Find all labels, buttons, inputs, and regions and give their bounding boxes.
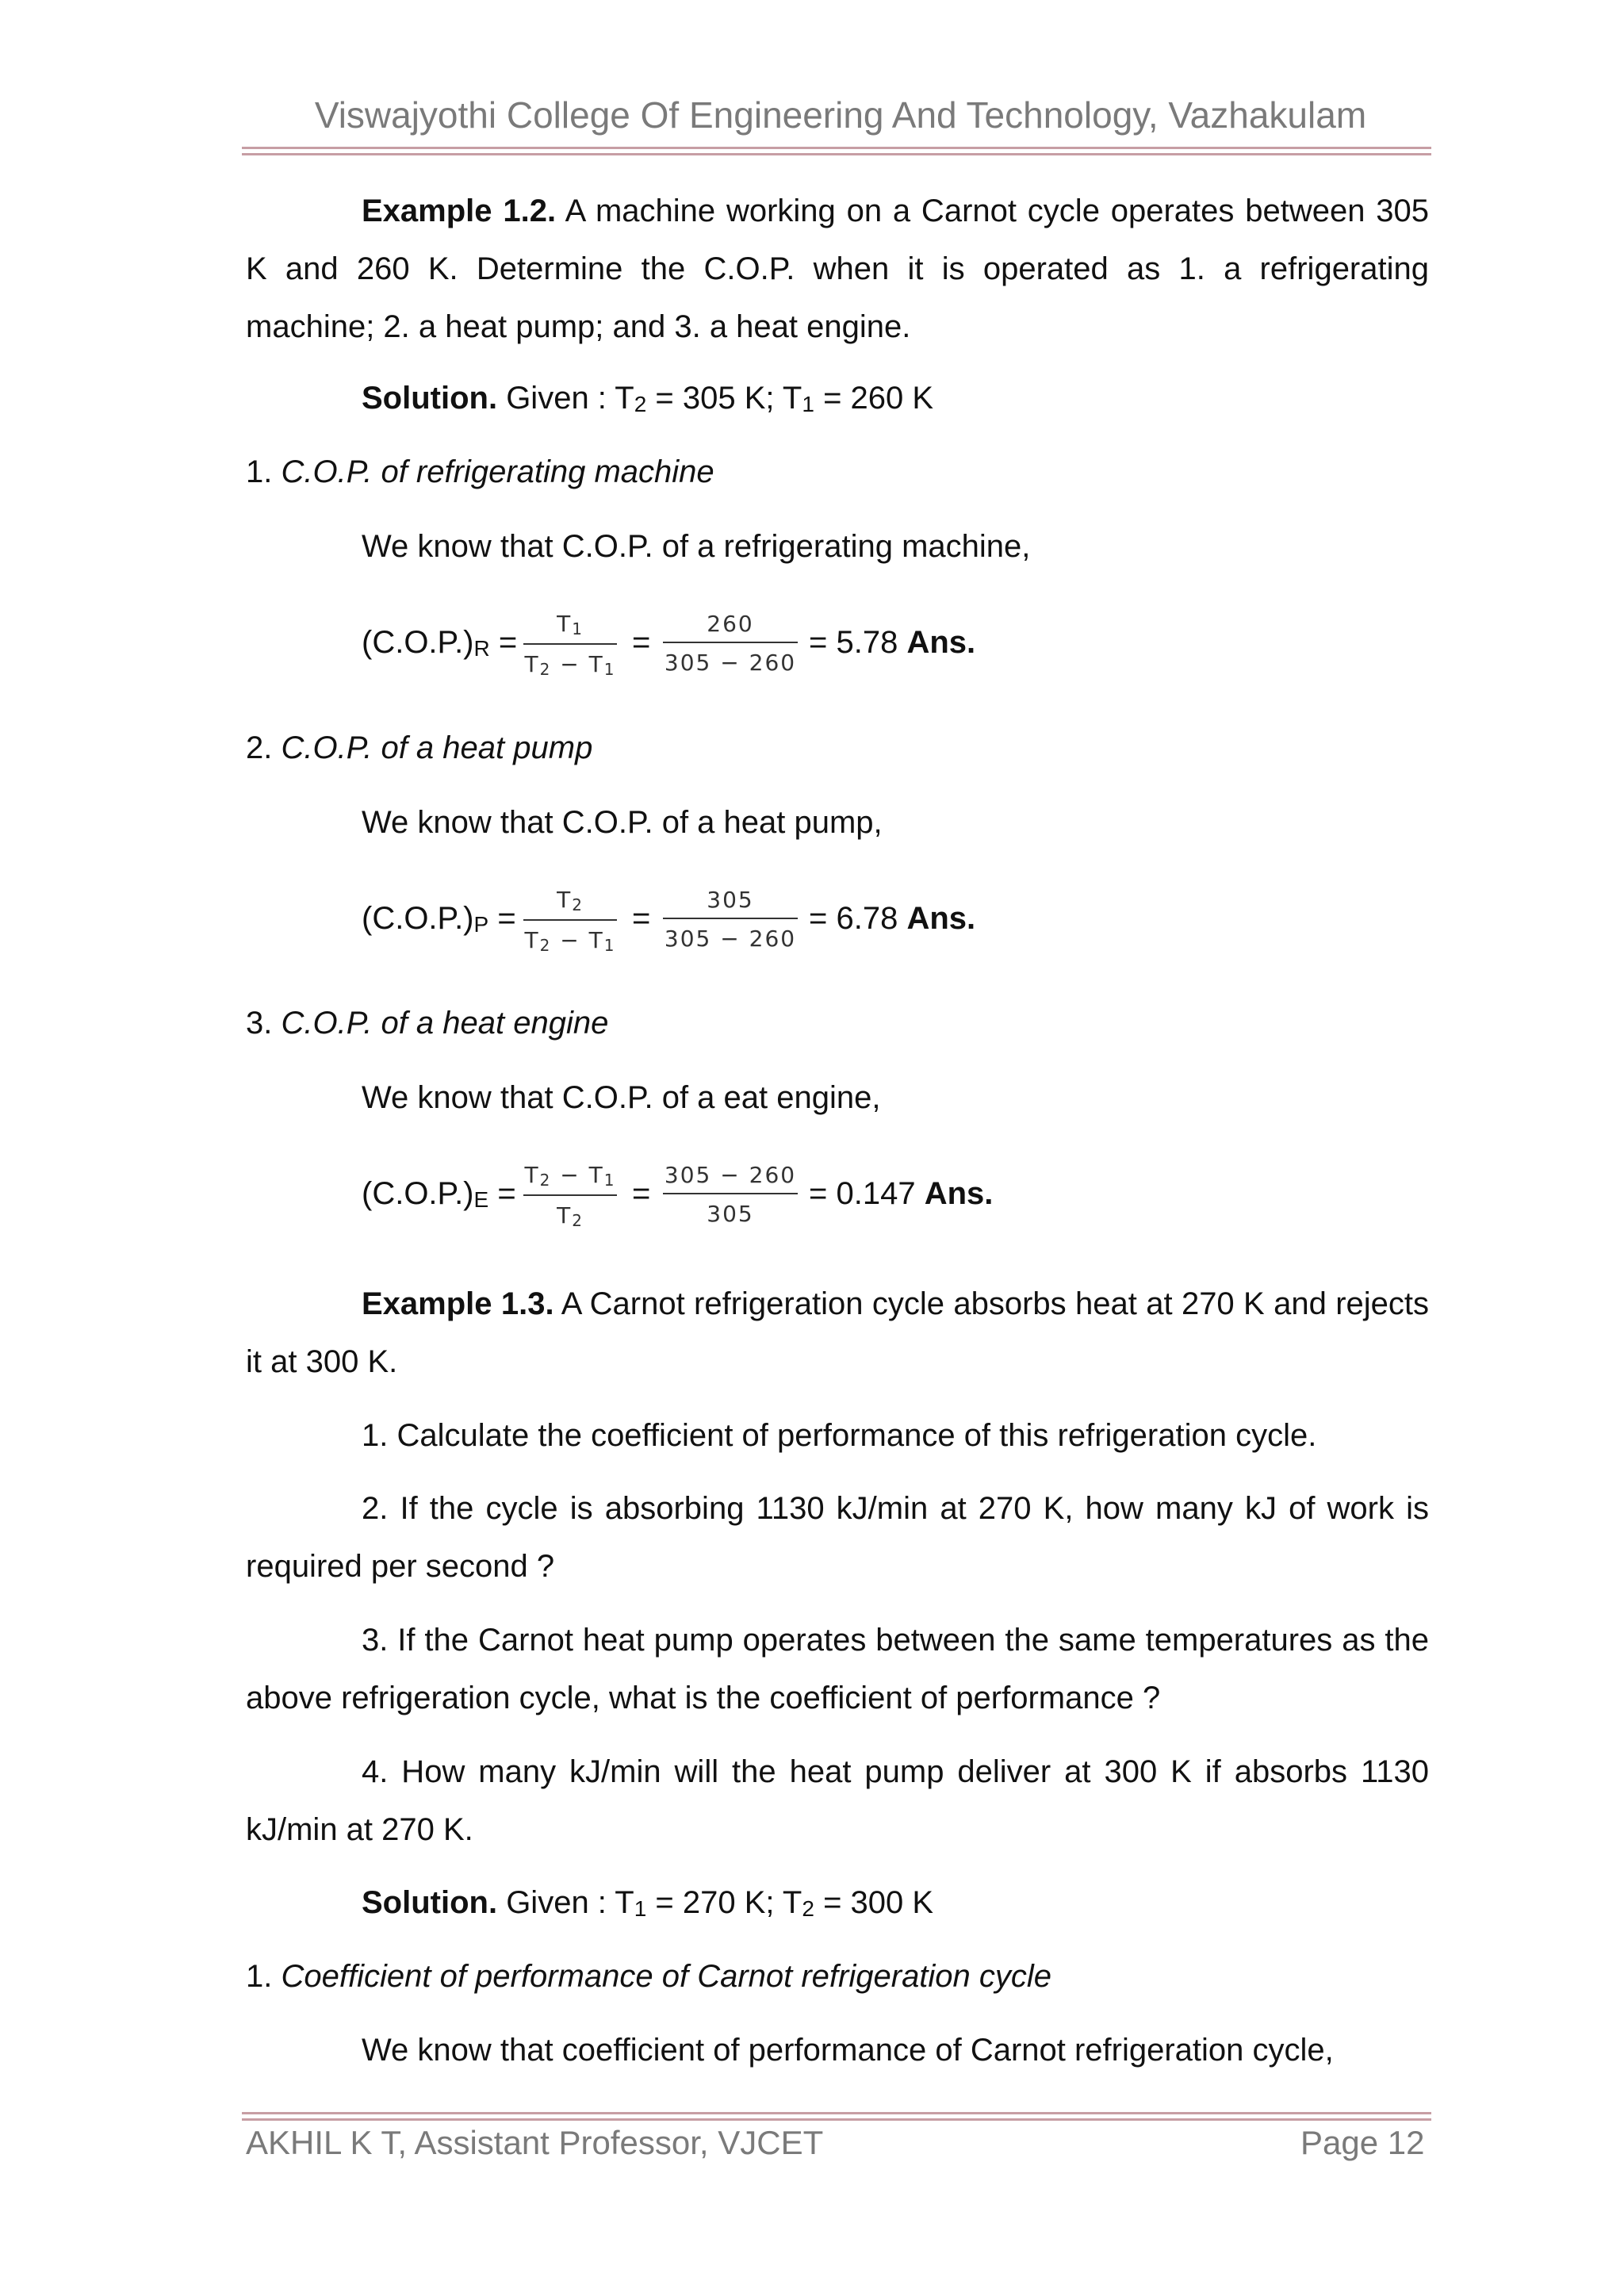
- equals-sign: =: [498, 625, 518, 660]
- given-sub: 2: [634, 392, 647, 416]
- fraction-numerator-symbol: T: [524, 1162, 540, 1188]
- footer-author: AKHIL K T, Assistant Professor, VJCET: [246, 2124, 824, 2161]
- fraction-numerator: 305 − 260: [664, 1162, 797, 1188]
- part-number: 1.: [246, 1959, 282, 1994]
- fraction-numerator-sub: 1: [572, 619, 584, 638]
- example-1-3-question-2: 2. If the cycle is absorbing 1130 kJ/min at 270 K, how many kJ of work is required per second ?: [246, 1491, 1429, 1584]
- fraction-denominator: [557, 1196, 584, 1230]
- fraction-numerator-minus: − T: [551, 1162, 604, 1188]
- part-title: C.O.P. of a heat engine: [281, 1006, 609, 1041]
- example-1-3-solution-given: [362, 1885, 933, 1922]
- given-text: Given : T: [497, 1885, 634, 1920]
- part-2-heading: [246, 730, 592, 766]
- fraction-numerator-sub: 2: [572, 895, 584, 914]
- lhs-sub: E: [473, 1187, 489, 1212]
- given-text: = 260 K: [814, 381, 934, 416]
- example-1-3-text: A Carnot refrigeration cycle absorbs heat at 270 K and rejects it at 300 K.: [246, 1286, 1429, 1379]
- fraction-numerator: [557, 887, 584, 919]
- part-1-intro: We know that C.O.P. of a refrigerating machine,: [362, 529, 1031, 564]
- example-1-3-label: Example 1.3.: [362, 1286, 554, 1321]
- fraction-denominator-sub: 1: [603, 660, 616, 679]
- solution-label: Solution.: [362, 1885, 498, 1920]
- lhs-text: (C.O.P.): [362, 1176, 474, 1211]
- fraction-denominator: 305: [707, 1201, 754, 1227]
- cop-e-numeric-fraction: [663, 1162, 798, 1227]
- equals-sign: =: [497, 1176, 516, 1211]
- part-number: 1.: [246, 454, 282, 489]
- example-1-3-statement: [246, 1275, 1429, 1391]
- lhs-sub: P: [473, 912, 489, 937]
- footer-rule: [242, 2112, 1431, 2121]
- part-3-heading: [246, 1006, 608, 1041]
- equals-sign: =: [632, 901, 651, 936]
- fraction-denominator-symbol: T: [524, 927, 540, 953]
- example-1-2-label: Example 1.2.: [362, 194, 557, 228]
- fraction-numerator: [525, 1162, 616, 1194]
- part-2-intro: We know that C.O.P. of a heat pump,: [362, 805, 883, 840]
- part-title: C.O.P. of a heat pump: [281, 730, 593, 765]
- header-rule: [242, 147, 1431, 155]
- given-sub: 1: [634, 1896, 647, 1921]
- fraction-numerator-sub: 2: [539, 1171, 552, 1190]
- lhs-text: (C.O.P.): [362, 901, 474, 936]
- example-1-2-solution-given: [362, 381, 933, 417]
- example-1-3-question-1: 1. Calculate the coefficient of performance of this refrigeration cycle.: [362, 1418, 1317, 1453]
- fraction-denominator: [525, 645, 616, 679]
- fraction-numerator-symbol: T: [557, 611, 573, 637]
- ans-label: Ans.: [906, 625, 976, 660]
- given-text: = 270 K; T: [646, 1885, 802, 1920]
- result-value: = 6.78: [809, 901, 907, 936]
- cop-p-lhs: [362, 901, 516, 937]
- part-number: 2.: [246, 730, 282, 765]
- given-text: = 300 K: [814, 1885, 934, 1920]
- example-1-2-text: A machine working on a Carnot cycle operates between 305 K and 260 K. Determine the C.O.P. when it is operated as 1. a refrigerating machine; 2. a heat pump; and 3. a heat engine.: [246, 194, 1429, 344]
- fraction-numerator: 260: [707, 611, 754, 637]
- cop-p-numeric-fraction: [663, 887, 798, 952]
- example-1-3-question-3: 3. If the Carnot heat pump operates between the same temperatures as the above refrigeration cycle, what is the coefficient of performance ?: [246, 1623, 1429, 1715]
- fraction-denominator: 305 − 260: [664, 650, 797, 676]
- cop-r-result: [809, 625, 975, 661]
- equals-sign: =: [497, 901, 516, 936]
- part-3-intro: We know that C.O.P. of a eat engine,: [362, 1080, 881, 1115]
- cop-p-result: [809, 901, 975, 937]
- page-header: Viswajyothi College Of Engineering And Technology, Vazhakulam: [314, 94, 1367, 136]
- given-text: Given : T: [497, 381, 634, 416]
- fraction-denominator-sub: 2: [539, 660, 552, 679]
- cop-e-lhs: [362, 1176, 516, 1213]
- cop-r-symbolic-fraction: [523, 611, 617, 679]
- given-sub: 2: [802, 1896, 814, 1921]
- equals-sign: =: [632, 625, 651, 660]
- fraction-denominator: 305 − 260: [664, 926, 797, 952]
- page-number: Page 12: [1300, 2124, 1425, 2161]
- result-value: = 5.78: [809, 625, 907, 660]
- fraction-numerator: [557, 611, 584, 643]
- given-sub: 1: [802, 392, 814, 416]
- fraction-denominator-sub: 2: [539, 936, 552, 955]
- cop-p-symbolic-fraction: [523, 887, 617, 955]
- fraction-denominator-sub: 2: [572, 1211, 584, 1230]
- fraction-denominator-minus: − T: [551, 651, 604, 677]
- ans-label: Ans.: [906, 901, 976, 936]
- part-number: 3.: [246, 1006, 282, 1041]
- part-1-heading: [246, 454, 714, 490]
- cop-r-numeric-fraction: [663, 611, 798, 676]
- fraction-numerator-symbol: T: [557, 887, 573, 913]
- fraction-numerator-sub: 1: [603, 1171, 616, 1190]
- cop-e-result: [809, 1176, 993, 1212]
- example-1-2-statement: [246, 182, 1429, 356]
- fraction-denominator-symbol: T: [557, 1202, 573, 1228]
- solution-label: Solution.: [362, 381, 498, 416]
- lhs-text: (C.O.P.): [362, 625, 474, 660]
- example-1-3-question-4: 4. How many kJ/min will the heat pump deliver at 300 K if absorbs 1130 kJ/min at 270 K.: [246, 1754, 1429, 1847]
- fraction-denominator-minus: − T: [551, 927, 604, 953]
- equals-sign: =: [632, 1176, 651, 1211]
- part-title: Coefficient of performance of Carnot refrigeration cycle: [281, 1959, 1052, 1994]
- fraction-denominator: [525, 921, 616, 955]
- cop-e-symbolic-fraction: [523, 1162, 617, 1230]
- cop-r-lhs: [362, 625, 517, 661]
- lhs-sub: R: [473, 636, 490, 661]
- result-value: = 0.147: [809, 1176, 925, 1211]
- fraction-numerator: 305: [707, 887, 754, 913]
- part-title: C.O.P. of refrigerating machine: [281, 454, 714, 489]
- fraction-denominator-symbol: T: [524, 651, 540, 677]
- given-text: = 305 K; T: [646, 381, 802, 416]
- example-1-3-part-1-intro: We know that coefficient of performance of Carnot refrigeration cycle,: [362, 2033, 1334, 2068]
- example-1-3-part-1-heading: [246, 1959, 1051, 1995]
- ans-label: Ans.: [924, 1176, 994, 1211]
- fraction-denominator-sub: 1: [603, 936, 616, 955]
